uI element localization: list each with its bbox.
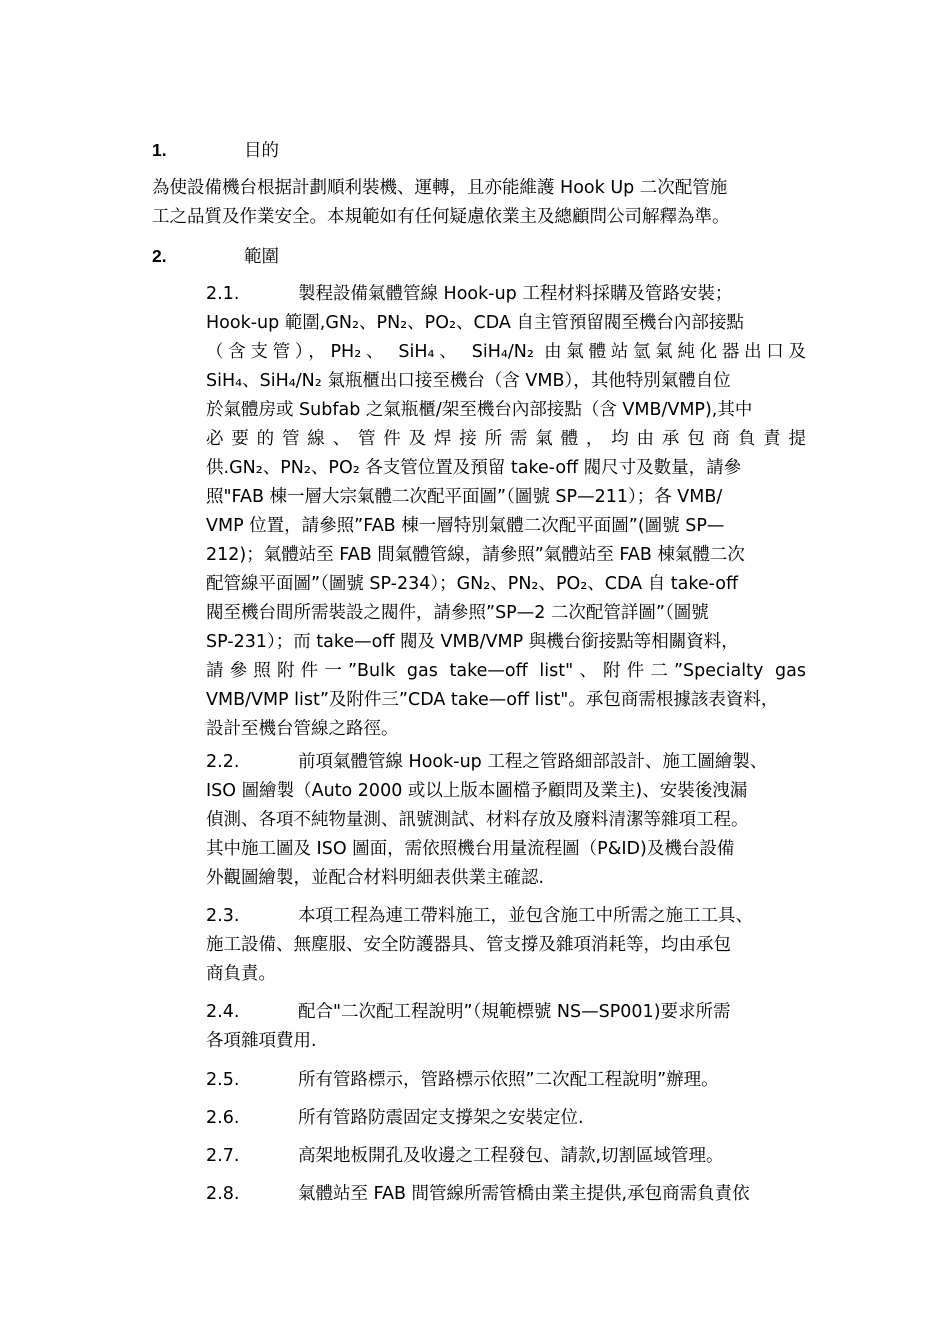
item-number: 2.6. — [206, 1108, 240, 1128]
paragraph-line: 供.GN₂、PN₂、PO₂ 各支管位置及預留 take-off 閥尺寸及數量，請參 — [206, 458, 742, 478]
section-number: 1. — [152, 140, 167, 160]
paragraph-line: 各項雜項費用. — [206, 1031, 317, 1051]
scope-item-2-3 — [206, 902, 806, 989]
purpose-paragraph — [152, 174, 792, 232]
paragraph-line: ISO 圖繪製（Auto 2000 或以上版本圖檔予顧問及業主)、安裝後洩漏 — [206, 781, 748, 801]
item-number: 2.8. — [206, 1184, 240, 1204]
paragraph-line: 製程設備氣體管線 Hook-up 工程材料採購及管路安裝； — [298, 284, 733, 304]
paragraph-line: 外觀圖繪製，並配合材料明細表供業主確認. — [206, 868, 545, 888]
scope-item-2-5 — [206, 1066, 806, 1095]
paragraph-line: 其中施工圖及 ISO 圖面，需依照機台用量流程圖（P&ID)及機台設備 — [206, 839, 735, 859]
section-heading-2 — [152, 244, 279, 269]
scope-item-2-8 — [206, 1180, 806, 1209]
item-number: 2.2. — [206, 752, 240, 772]
paragraph-line: 所有管路標示，管路標示依照”二次配工程說明”辦理。 — [298, 1070, 719, 1090]
paragraph-line: SP-231）；而 take—off 閥及 VMB/VMP 與機台銜接點等相關資料， — [206, 632, 739, 652]
item-number: 2.4. — [206, 1002, 240, 1022]
paragraph-line: 偵測、各項不純物量測、訊號測試、材料存放及廢料清潔等雜項工程。 — [206, 810, 749, 830]
section-number: 2. — [152, 246, 167, 266]
paragraph-line: VMB/VMP list”及附件三”CDA take—off list"。承包商需根據該表資料， — [206, 690, 779, 710]
scope-item-2-7 — [206, 1142, 806, 1171]
paragraph-line: 氣體站至 FAB 間管線所需管橋由業主提供,承包商需負責依 — [298, 1184, 750, 1204]
item-number: 2.1. — [206, 284, 240, 304]
paragraph-line: 高架地板開孔及收邊之工程發包、請款,切割區域管理。 — [298, 1146, 724, 1166]
paragraph-line: 必要的管線、管件及焊接所需氣體，均由承包商負責提 — [206, 429, 806, 449]
paragraph-line: 本項工程為連工帶料施工，並包含施工中所需之施工工具、 — [298, 906, 753, 926]
scope-item-2-6 — [206, 1104, 806, 1133]
paragraph-line: 為使設備機台根据計劃順利裝機、運轉，且亦能維護 Hook Up 二次配管施 — [152, 178, 728, 198]
paragraph-line: VMP 位置，請參照”FAB 棟一層特別氣體二次配平面圖”(圖號 SP— — [206, 516, 725, 536]
item-number: 2.7. — [206, 1146, 240, 1166]
paragraph-line: 商負責。 — [206, 964, 276, 984]
section-title: 目的 — [244, 141, 279, 161]
paragraph-line: 設計至機台管線之路徑。 — [206, 719, 399, 739]
paragraph-line: Hook-up 範圍,GN₂、PN₂、PO₂、CDA 自主管預留閥至機台內部接點 — [206, 313, 744, 333]
paragraph-line: 閥至機台間所需裝設之閥件，請參照”SP—2 二次配管詳圖”（圖號 — [206, 603, 709, 623]
section-heading-1 — [152, 138, 279, 163]
section-title: 範圍 — [244, 247, 279, 267]
paragraph-line: 前項氣體管線 Hook-up 工程之管路細部設計、施工圖繪製、 — [298, 752, 768, 772]
paragraph-line: SiH₄、SiH₄/N₂ 氣瓶櫃出口接至機台（含 VMB），其他特別氣體自位 — [206, 371, 731, 391]
paragraph-line: 212)；氣體站至 FAB 間氣體管線，請參照”氣體站至 FAB 棟氣體二次 — [206, 545, 745, 565]
paragraph-line: 請參照附件一”Bulk gas take—off list"、附件二”Specialty gas — [206, 661, 806, 681]
item-number: 2.3. — [206, 906, 240, 926]
paragraph-line: 照"FAB 棟一層大宗氣體二次配平面圖”（圖號 SP—211）；各 VMB/ — [206, 487, 723, 507]
item-number: 2.5. — [206, 1070, 240, 1090]
scope-item-2-1 — [206, 280, 806, 744]
paragraph-line: 配合"二次配工程說明”（規範標號 NS—SP001)要求所需 — [298, 1002, 731, 1022]
paragraph-line: 施工設備、無塵服、安全防護器具、管支撐及雜項消耗等，均由承包 — [206, 935, 731, 955]
scope-item-2-4 — [206, 998, 806, 1056]
scope-item-2-2 — [206, 748, 806, 893]
paragraph-line: 於氣體房或 Subfab 之氣瓶櫃/架至機台內部接點（含 VMB/VMP),其中 — [206, 400, 753, 420]
paragraph-line: 工之品質及作業安全。本規範如有任何疑慮依業主及總顧問公司解釋為準。 — [152, 207, 730, 227]
paragraph-line: （含支管），PH₂、 SiH₄、 SiH₄/N₂ 由氣體站氫氣純化器出口及 — [206, 342, 806, 362]
paragraph-line: 配管線平面圖”（圖號 SP-234）；GN₂、PN₂、PO₂、CDA 自 take-off — [206, 574, 739, 594]
paragraph-line: 所有管路防震固定支撐架之安裝定位. — [298, 1108, 584, 1128]
